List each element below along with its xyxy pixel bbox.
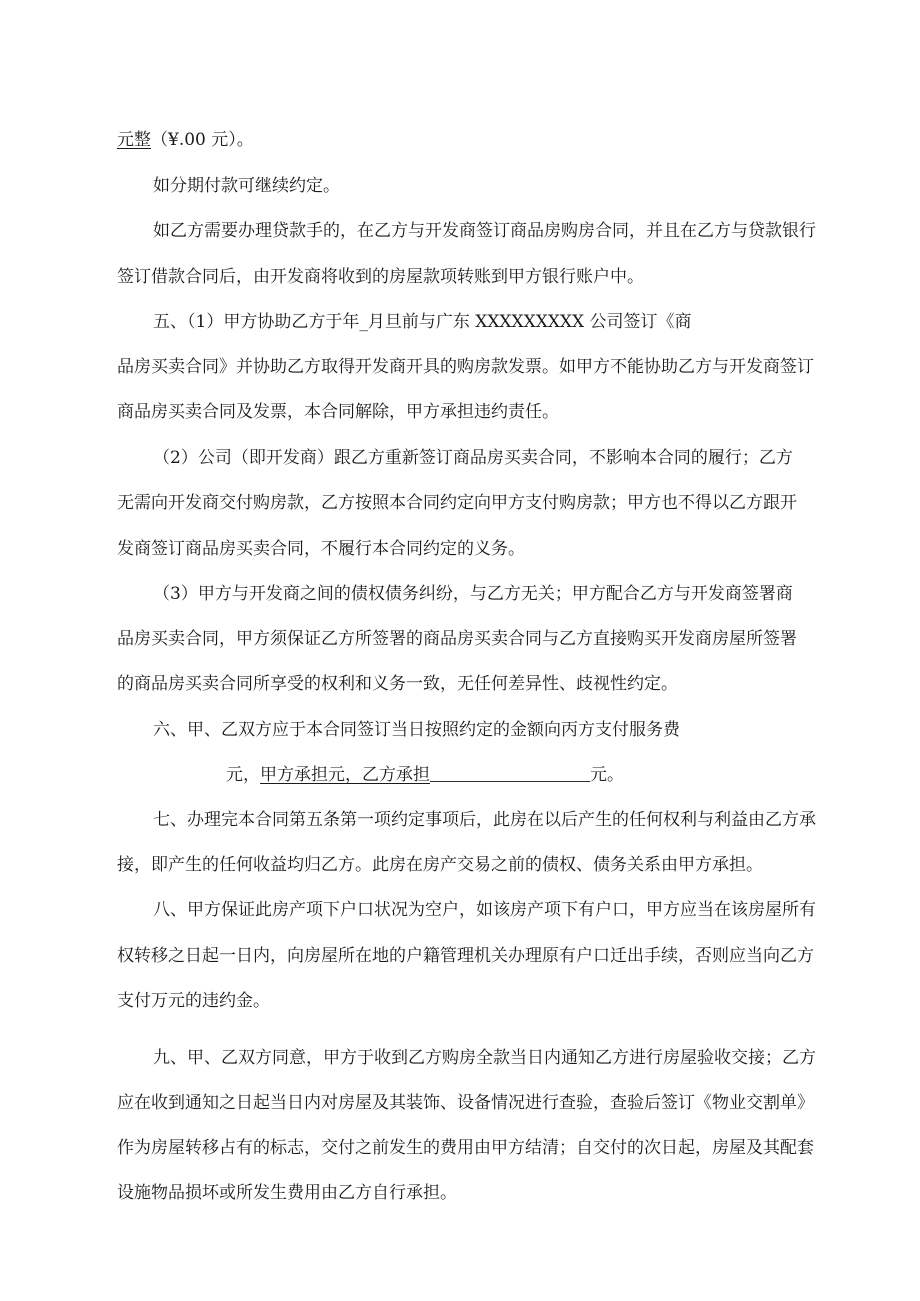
clause-8-line-2: 权转移之日起一日内，向房屋所在地的户籍管理机关办理原有户口迁出手续，否则应当向乙方 xyxy=(117,946,814,966)
clause-9-line-2: 应在收到通知之日起当日内对房屋及其装饰、设备情况进行查验，查验后签订《物业交割单》 xyxy=(117,1093,814,1113)
fee-share-text: 甲方承担元，乙方承担 xyxy=(260,765,430,785)
clause-5-2-line-3: 发商签订商品房买卖合同，不履行本合同约定的义务。 xyxy=(117,539,525,559)
amount-text: （¥.00 元）。 xyxy=(151,130,254,150)
clause-9-line-1: 九、甲、乙双方同意，甲方于收到乙方购房全款当日内通知乙方进行房屋验收交接；乙方 xyxy=(153,1048,816,1068)
clause-6-line-1: 六、甲、乙双方应于本合同签订当日按照约定的金额向丙方支付服务费 xyxy=(153,720,680,740)
clause-5-3-line-3: 的商品房买卖合同所享受的权利和义务一致，无任何差异性、歧视性约定。 xyxy=(117,674,678,694)
clause-5-2-line-1: （2）公司（即开发商）跟乙方重新签订商品房买卖合同，不影响本合同的履行；乙方 xyxy=(153,448,793,468)
blank-fill-line xyxy=(430,765,590,782)
clause-5-1-line-2: 品房买卖合同》并协助乙方取得开发商开具的购房款发票。如甲方不能协助乙方与开发商签订 xyxy=(117,357,814,377)
fee-share-unit: 元。 xyxy=(590,765,624,785)
service-fee-unit: 元， xyxy=(226,765,260,785)
clause-8-line-1: 八、甲方保证此房产项下户口状况为空户，如该房产项下有户口，甲方应当在该房屋所有 xyxy=(153,900,816,920)
clause-5-1-line-3: 商品房买卖合同及发票，本合同解除，甲方承担违约责任。 xyxy=(117,402,559,422)
clause-6-line-2 xyxy=(226,763,624,787)
clause-7-line-2: 接，即产生的任何收益均归乙方。此房在房产交易之前的债权、债务关系由甲方承担。 xyxy=(117,855,763,875)
clause-5-1-line-1: 五、（1）甲方协助乙方于年_月旦前与广东 XXXXXXXXX 公司签订《商 xyxy=(153,312,692,332)
paragraph-loan-line-1: 如乙方需要办理贷款手的，在乙方与开发商签订商品房购房合同，并且在乙方与贷款银行 xyxy=(153,221,816,241)
clause-5-2-line-2: 无需向开发商交付购房款，乙方按照本合同约定向甲方支付购房款；甲方也不得以乙方跟开 xyxy=(117,493,797,513)
clause-9-line-4: 设施物品损坏或所发生费用由乙方自行承担。 xyxy=(117,1183,457,1203)
paragraph-installment: 如分期付款可继续约定。 xyxy=(153,176,340,196)
clause-5-3-line-2: 品房买卖合同，甲方须保证乙方所签署的商品房买卖合同与乙方直接购买开发商房屋所签署 xyxy=(117,629,797,649)
clause-7-line-1: 七、办理完本合同第五条第一项约定事项后，此房在以后产生的任何权利与利益由乙方承 xyxy=(153,810,816,830)
line-amount xyxy=(117,128,254,152)
clause-8-line-3: 支付万元的违约金。 xyxy=(117,991,270,1011)
paragraph-loan-line-2: 签订借款合同后，由开发商将收到的房屋款项转账到甲方银行账户中。 xyxy=(117,267,644,287)
clause-5-3-line-1: （3）甲方与开发商之间的债权债务纠纷，与乙方无关；甲方配合乙方与开发商签署商 xyxy=(153,584,793,604)
clause-9-line-3: 作为房屋转移占有的标志，交付之前发生的费用由甲方结清；自交付的次日起，房屋及其配套 xyxy=(117,1138,814,1158)
underlined-amount-text: 元整 xyxy=(117,130,151,150)
